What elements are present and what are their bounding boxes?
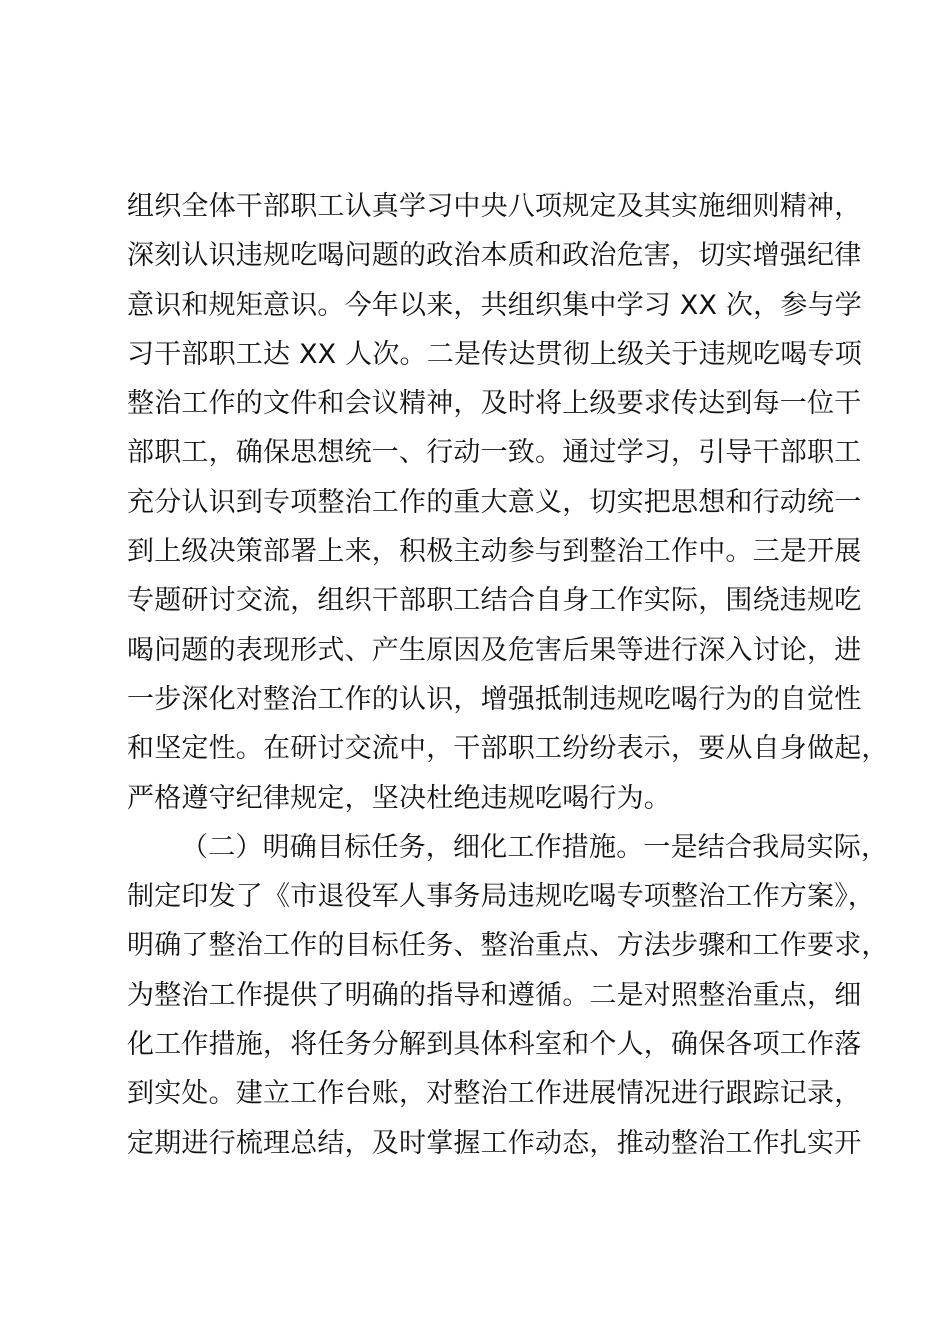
text-line: 整治工作的文件和会议精神，及时将上级要求传达到每一位干 (127, 388, 862, 420)
text-line: 组织全体干部职工认真学习中央八项规定及其实施细则精神， (127, 191, 862, 222)
text-line: 到实处。建立工作台账，对整治工作进展情况进行跟踪记录， (127, 1078, 862, 1110)
text-line: 部职工，确保思想统一、行动一致。通过学习，引导干部职工 (127, 437, 862, 469)
text-line: 化工作措施，将任务分解到具体科室和个人，确保各项工作落 (127, 1029, 862, 1061)
text-line: 专题研讨交流，组织干部职工结合自身工作实际，围绕违规吃 (127, 585, 862, 617)
text-line: 习干部职工达 XX 人次。二是传达贯彻上级关于违规吃喝专项 (127, 338, 862, 370)
paragraph-1 (127, 182, 889, 823)
text-line: （二）明确目标任务，细化工作措施。一是结合我局实际， (181, 831, 889, 863)
text-line: 一步深化对整治工作的认识，增强抵制违规吃喝行为的自觉性 (127, 683, 862, 715)
paragraph-2 (127, 823, 889, 1168)
text-line: 明确了整治工作的目标任务、整治重点、方法步骤和工作要求， (127, 930, 889, 962)
text-line: 为整治工作提供了明确的指导和遵循。二是对照整治重点，细 (127, 979, 862, 1011)
text-line: 喝问题的表现形式、产生原因及危害后果等进行深入讨论，进 (127, 634, 862, 666)
text-line: 定期进行梳理总结，及时掌握工作动态，推动整治工作扎实开 (127, 1127, 862, 1159)
document-body (127, 182, 889, 1168)
text-line: 制定印发了《市退役军人事务局违规吃喝专项整治工作方案》， (127, 881, 876, 913)
text-line: 和坚定性。在研讨交流中，干部职工纷纷表示，要从自身做起， (127, 733, 889, 765)
text-line: 充分认识到专项整治工作的重大意义，切实把思想和行动统一 (127, 486, 862, 518)
text-line: 到上级决策部署上来，积极主动参与到整治工作中。三是开展 (127, 536, 862, 568)
text-line: 深刻认识违规吃喝问题的政治本质和政治危害，切实增强纪律 (127, 240, 862, 272)
text-line: 严格遵守纪律规定，坚决杜绝违规吃喝行为。 (127, 782, 671, 814)
text-line: 意识和规矩意识。今年以来，共组织集中学习 XX 次，参与学 (127, 289, 862, 321)
